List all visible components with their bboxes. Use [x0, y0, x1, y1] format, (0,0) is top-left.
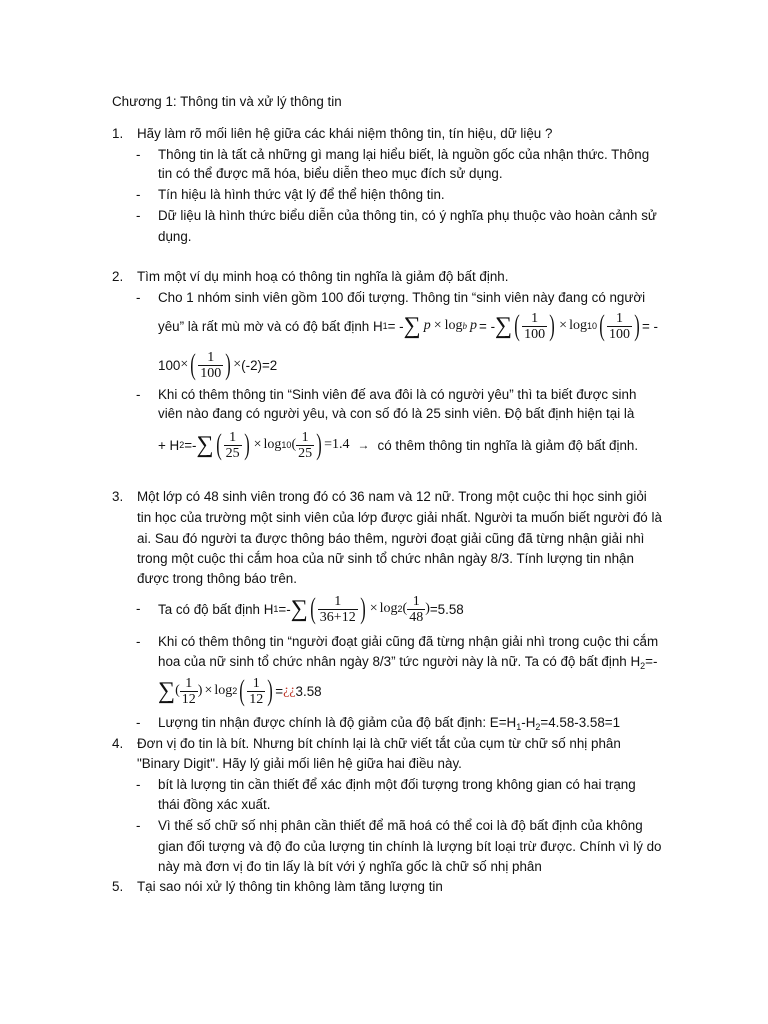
q2-h1-subscript: 1	[382, 321, 388, 331]
close-paren: )	[267, 674, 274, 707]
q4-number: 4.	[112, 736, 124, 751]
times-symbol: ×	[433, 318, 442, 333]
fraction-1-over-48: $\frac{1}{48}$	[409, 593, 424, 625]
q3-line-2: tin học của trường một sinh viên của lớp được giải nhất. Người ta muốn biết người đó là	[137, 510, 662, 525]
open-paren: (	[599, 309, 605, 342]
open-paren-small: (	[402, 601, 408, 616]
q1-bullet-1-line-1: Thông tin là tất cả những gì mang lại hiểu biết, là nguồn gốc của nhận thức. Thông	[158, 147, 650, 162]
close-paren: )	[225, 348, 231, 381]
fraction-1-over-100: $\frac{1}{100}$	[200, 349, 222, 381]
fraction-1-over-25: $\frac{1}{25}$	[298, 429, 313, 461]
log-symbol: log	[214, 683, 233, 698]
q2-number: 2.	[112, 269, 124, 284]
q3-h1-subscript: 1	[273, 604, 279, 614]
q3-eq1-equals: =-	[278, 601, 291, 617]
q3-line-4: trong một cuộc thi cắm hoa của nữ sinh tổ chức nhân ngày 8/3. Tính lượng tin nhận	[137, 551, 634, 566]
q1-bullet-1-dash: -	[136, 147, 141, 162]
q4-line-1: Đơn vị đo tin là bít. Nhưng bít chính lại là chữ viết tắt của cụm từ chữ số nhị phân	[137, 736, 621, 751]
times-symbol: ×	[204, 683, 213, 698]
fraction-1-over-100: $\frac{1}{100}$	[524, 310, 546, 342]
q4-bullet-1-line-1: bít là lượng tin cần thiết để xác định một đối tượng trong không gian có hai trạng	[158, 777, 636, 792]
sigma-symbol: ∑	[495, 312, 513, 339]
q2-eq3-result: =1.4	[324, 437, 350, 452]
q2-question: Tìm một ví dụ minh hoạ có thông tin nghĩa là giảm độ bất định.	[137, 269, 509, 284]
close-paren: )	[316, 428, 322, 461]
q3-eq2-error-glyph: ¿¿	[283, 683, 296, 698]
q2-eq2-result: (-2)=2	[241, 357, 278, 373]
fraction-1-over-100: $\frac{1}{100}$	[608, 310, 630, 342]
log-symbol: log	[444, 318, 463, 333]
sigma-symbol: ∑	[196, 431, 214, 458]
equals-minus: = -	[479, 318, 496, 334]
q4-bullet-1-line-2: thái đồng xác xuất.	[158, 797, 271, 812]
q2-eq3-equals: =-	[184, 437, 197, 453]
q3-h2-subscript: 2	[640, 661, 646, 671]
q2-bullet-1-dash: -	[136, 290, 141, 305]
q4-bullet-2-line-2: gian đối tượng và độ đo của lượng tin chính là lượng bít loại trừ được. Chính vì lý do	[158, 839, 662, 854]
q3-bullet-2-line-2-text: hoa của nữ sinh tổ chức nhân ngày 8/3” tức người này là nữ. Ta có độ bất định H	[158, 654, 641, 669]
q3-bullet-3-dash: -	[136, 715, 141, 730]
log-base-10: 10	[586, 321, 597, 331]
q1-bullet-2: Tín hiệu là hình thức vật lý để thể hiện thông tin.	[158, 187, 445, 202]
q1-bullet-3-line-1: Dữ liệu là hình thức biểu diễn của thông tin, có ý nghĩa phụ thuộc vào hoàn cảnh sử	[158, 208, 657, 223]
q4-bullet-2-line-3: này mà đơn vị đo tin lấy là bít với ý nghĩa gốc là chữ số nhị phân	[158, 859, 542, 874]
q2-eq3-prefix: + H	[158, 437, 180, 453]
close-paren-small: )	[425, 601, 430, 616]
arrow-right-icon: →	[357, 437, 370, 452]
log-base-2: 2	[232, 686, 238, 696]
open-paren: (	[215, 428, 222, 461]
fraction-1-over-36-plus-12: $\frac{1}{36+12}$	[319, 593, 356, 625]
var-p: p	[423, 318, 431, 333]
fraction-1-over-25: $\frac{1}{25}$	[225, 429, 240, 461]
equals-minus: = -	[641, 318, 658, 334]
q2-eq1-text: yêu” là rất mù mờ và có độ bất định H	[158, 318, 383, 334]
q4-bullet-2-line-1: Vì thế số chữ số nhị phân cần thiết để mã hoá có thể coi là độ bất định của không	[158, 818, 643, 833]
q4-bullet-2-dash: -	[136, 818, 141, 833]
var-p: p	[470, 318, 478, 333]
open-paren: (	[310, 592, 316, 625]
times-symbol: ×	[369, 601, 378, 616]
q2-eq1-equals: = -	[387, 318, 404, 334]
q4-line-2: "Binary Digit". Hãy lý giải mối liên hệ giữa hai điều này.	[137, 756, 462, 771]
q2-entropy-equation-1	[158, 306, 658, 346]
log-base-b: b	[462, 321, 468, 331]
log-base-10: 10	[281, 440, 292, 450]
fraction-1-over-12: $\frac{1}{12}$	[181, 675, 196, 707]
times-symbol: ×	[233, 357, 242, 372]
q3-eq1-text: Ta có độ bất định H	[158, 601, 274, 617]
chapter-title: Chương 1: Thông tin và xử lý thông tin	[112, 94, 342, 109]
q3-bullet-2-dash: -	[136, 634, 141, 649]
close-paren: )	[359, 592, 366, 625]
q3-bullet-3	[158, 714, 620, 736]
q1-bullet-3-line-2: dụng.	[158, 229, 192, 244]
open-paren: (	[190, 348, 196, 381]
open-paren: (	[514, 309, 520, 342]
open-paren-small: (	[175, 683, 180, 698]
times-symbol: ×	[253, 437, 262, 452]
q3-line-3: ai. Sau đó người ta được thông báo thêm, người đoạt giải cũng đã từng nhận giải nhì	[137, 531, 645, 546]
q3-bullet-3-tail: =4.58-3.58=1	[540, 715, 621, 730]
fraction-1-over-12: $\frac{1}{12}$	[249, 675, 264, 707]
q3-number: 3.	[112, 489, 124, 504]
q3-entropy-equation-2	[158, 670, 322, 712]
log-symbol: log	[379, 601, 398, 616]
q3-eq2-equals: =	[275, 683, 284, 699]
open-paren: (	[239, 674, 246, 707]
q3-h2-subscript: 2	[535, 722, 541, 732]
q5-question: Tại sao nói xử lý thông tin không làm tăng lượng tin	[137, 879, 443, 894]
q2-eq3-conclusion: có thêm thông tin nghĩa là giảm độ bất định.	[377, 437, 639, 453]
q1-bullet-1-line-2: tin có thể được mã hóa, biểu diễn theo mục đích sử dụng.	[158, 166, 503, 181]
q3-eq1-result: =5.58	[429, 601, 464, 617]
times-symbol: ×	[559, 318, 568, 333]
q3-h1-subscript: 1	[516, 722, 522, 732]
sigma-symbol: ∑	[158, 677, 176, 704]
close-paren: )	[634, 309, 640, 342]
log-base-2: 2	[397, 604, 403, 614]
q1-bullet-3-dash: -	[136, 208, 141, 223]
q5-number: 5.	[112, 879, 124, 894]
q1-bullet-2-dash: -	[136, 187, 141, 202]
q3-bullet-3-text: Lượng tin nhận được chính là độ giảm của độ bất định: E=H	[158, 715, 517, 730]
close-paren: )	[243, 428, 250, 461]
q1-question: Hãy làm rõ mối liên hệ giữa các khái niệm thông tin, tín hiệu, dữ liệu ?	[137, 126, 553, 141]
q3-bullet-3-mid: -H	[521, 715, 536, 730]
q3-line-1: Một lớp có 48 sinh viên trong đó có 36 nam và 12 nữ. Trong một cuộc thi học sinh giỏi	[137, 489, 647, 504]
q2-entropy-equation-3	[158, 424, 638, 466]
q3-b2-equals: =-	[645, 654, 658, 669]
q1-number: 1.	[112, 126, 124, 141]
q2-bullet-2-line-2: viên nào đang có người yêu, và con số đó là 25 sinh viên. Độ bất định hiện tại là	[158, 406, 635, 421]
q3-bullet-2-line-1: Khi có thêm thông tin “người đoạt giải cũng đã từng nhận giải nhì trong cuộc thi cắm	[158, 634, 659, 649]
log-symbol: log	[263, 437, 282, 452]
q2-bullet-2-dash: -	[136, 387, 141, 402]
log-symbol: log	[569, 318, 587, 333]
q2-bullet-1-line-1: Cho 1 nhóm sinh viên gồm 100 đối tượng. Thông tin “sinh viên này đang có người	[158, 290, 646, 305]
q2-entropy-equation-2	[158, 345, 277, 385]
close-paren-small: )	[197, 683, 203, 698]
q3-eq2-result: 3.58	[295, 683, 322, 699]
sigma-symbol: ∑	[403, 312, 421, 339]
q3-line-5: được trong thông báo trên.	[137, 571, 297, 586]
sigma-symbol: ∑	[290, 595, 308, 622]
q3-bullet-1-dash: -	[136, 601, 141, 616]
times-symbol: ×	[180, 357, 189, 372]
close-paren: )	[549, 309, 555, 342]
q2-eq2-100: 100	[158, 357, 181, 373]
q2-bullet-2-line-1: Khi có thêm thông tin “Sinh viên đế ava đôi là có người yêu” thì ta biết được sinh	[158, 387, 637, 402]
open-paren-small: (	[291, 437, 297, 452]
q4-bullet-1-dash: -	[136, 777, 141, 792]
q2-h2-subscript: 2	[179, 440, 185, 450]
q3-entropy-equation-1	[158, 588, 464, 630]
